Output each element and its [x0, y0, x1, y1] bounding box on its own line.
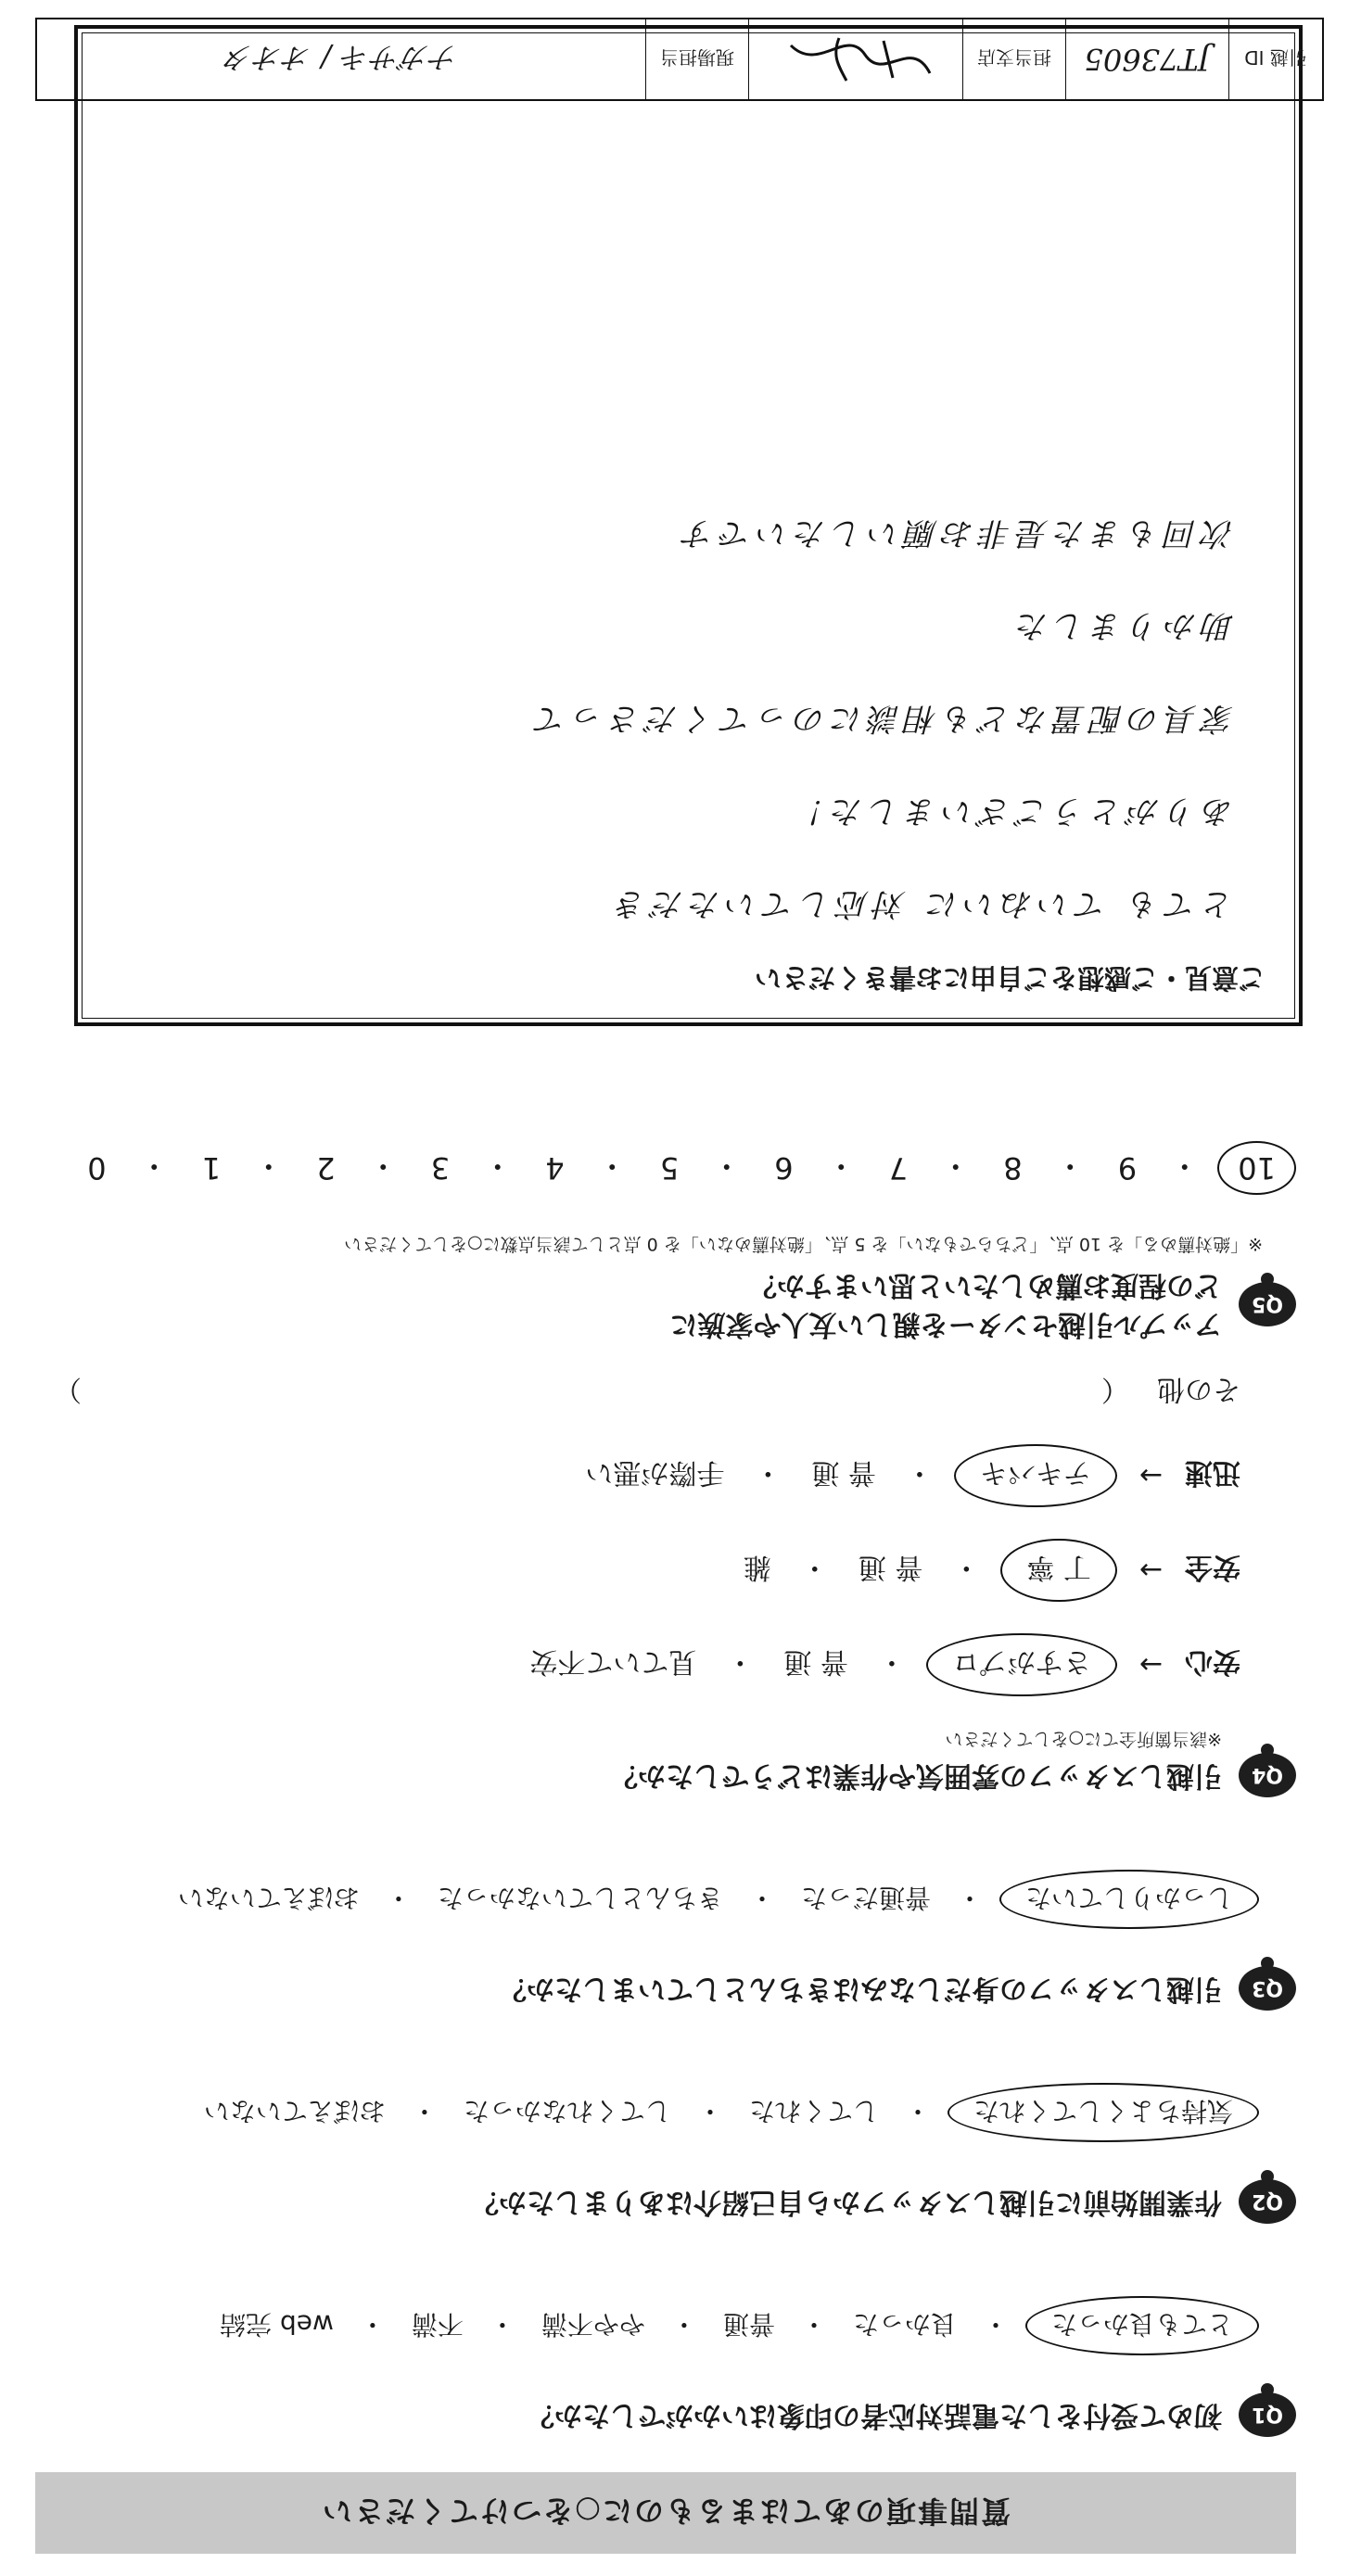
- q4-row-safety: 安全 → 丁 寧 ・ 普 通 ・ 雑: [35, 1539, 1240, 1602]
- q4-option[interactable]: 普 通: [811, 1456, 876, 1489]
- q5-score[interactable]: 4: [545, 1150, 565, 1186]
- q1-option[interactable]: やや不満: [541, 2309, 645, 2340]
- q3-option[interactable]: 普通だった: [800, 1883, 931, 1913]
- q5-score[interactable]: 7: [888, 1150, 909, 1186]
- q2-text: 作業開始前に引越しスタッフから自己紹介はありましたか？: [471, 2186, 1222, 2218]
- q5-score[interactable]: 2: [316, 1150, 336, 1186]
- arrow-right-icon: →: [1138, 1459, 1163, 1492]
- q4-option[interactable]: 見ていて不安: [529, 1645, 697, 1678]
- q4-option[interactable]: 雑: [743, 1551, 771, 1583]
- q1-badge: Q1: [1239, 2392, 1296, 2437]
- q2-option[interactable]: してくれなかった: [463, 2096, 671, 2126]
- comments-box[interactable]: [74, 25, 1303, 1026]
- comment-line: 次回もまた是非お願いしたいです: [678, 514, 1234, 552]
- q4-option-selected[interactable]: テキパキ: [954, 1444, 1117, 1507]
- comment-line: 家具の配置なども相談にのってくださって: [529, 700, 1234, 737]
- branch-label: 担当支店: [962, 19, 1065, 99]
- q3-option[interactable]: おぼえていない: [177, 1883, 360, 1913]
- q4-text: 引越しスタッフの雰囲気や作業はどうでしたか？: [610, 1759, 1222, 1792]
- q5-score[interactable]: 8: [1003, 1150, 1023, 1186]
- question-5: [35, 1233, 1296, 1343]
- q4-other: [35, 1372, 1240, 1413]
- id-label: 引越 ID: [1228, 19, 1322, 99]
- q5-badge: Q5: [1239, 1282, 1296, 1326]
- q3-option-selected[interactable]: しっかりしていた: [999, 1870, 1259, 1929]
- q3-option[interactable]: きちんとしていなかった: [437, 1883, 723, 1913]
- q2-options: 気持ちよくしてくれた ・ してくれた ・ してくれなかった ・ おぼえていない: [35, 2083, 1259, 2142]
- q1-option[interactable]: 不満: [411, 2309, 464, 2340]
- lead-label: 現場担当: [645, 19, 748, 99]
- q4-option[interactable]: 普 通: [858, 1551, 923, 1583]
- q1-option[interactable]: web 完結: [220, 2309, 334, 2340]
- comment-line: とても ていねいに 対応していただき: [609, 885, 1234, 922]
- q4-row-relief: 安心 → さすがプロ ・ 普 通 ・ 見ていて不安: [35, 1633, 1240, 1696]
- q1-options: とても良かった ・ 良かった ・ 普通 ・ やや不満 ・ 不満 ・ web 完結: [35, 2296, 1259, 2355]
- q1-text: 初めて受付をした電話対応者の印象はいかがでしたか？: [527, 2399, 1222, 2431]
- q5-score[interactable]: 9: [1117, 1150, 1138, 1186]
- q1-option[interactable]: 普通: [722, 2309, 775, 2340]
- q4-row-label: 迅速: [1185, 1456, 1240, 1489]
- q4-option-selected[interactable]: 丁 寧: [1000, 1539, 1117, 1602]
- q3-options: しっかりしていた ・ 普通だった ・ きちんとしていなかった ・ おぼえていない: [35, 1870, 1259, 1929]
- handwritten-signature-icon: [763, 27, 948, 92]
- id-value: JT73605: [1065, 19, 1228, 99]
- q5-score-selected[interactable]: 10: [1217, 1141, 1296, 1195]
- comment-line: ありがとうございました！: [789, 793, 1234, 830]
- q5-text-line2: どの程度お薦めしたいと思いますか？: [749, 1269, 1222, 1301]
- arrow-right-icon: →: [1138, 1648, 1163, 1681]
- question-3: [35, 1870, 1296, 2011]
- question-2: [35, 2083, 1296, 2224]
- record-id-bar: [35, 18, 1324, 101]
- q1-option-selected[interactable]: とても良かった: [1025, 2296, 1259, 2355]
- q3-text: 引越しスタッフの身だしなみはきちんとしていましたか？: [499, 1973, 1222, 2005]
- q4-row-label: 安心: [1185, 1645, 1240, 1678]
- comments-title: ご意見・ご感想をご自由にお書きください: [754, 962, 1266, 994]
- q4-other-label: その他: [1157, 1373, 1240, 1405]
- arrow-right-icon: →: [1138, 1554, 1163, 1587]
- q5-score[interactable]: 3: [430, 1150, 451, 1186]
- q1-option[interactable]: 良かった: [852, 2309, 957, 2340]
- q2-option[interactable]: おぼえていない: [203, 2096, 386, 2126]
- q5-note: ※「絶対薦める」を 10 点、「どちらでもない」を 5 点、「絶対薦めない」を 0 点として該当点数に○をしてください: [344, 1234, 1263, 1254]
- q4-row-speed: 迅速 → テキパキ ・ 普 通 ・ 手際が悪い: [35, 1444, 1240, 1507]
- q4-other-field[interactable]: [82, 1372, 1101, 1413]
- lead-value: ナガサキ / オオタ: [223, 40, 459, 75]
- q4-option-selected[interactable]: さすがプロ: [926, 1633, 1117, 1696]
- q5-scale: 10 ・ 9 ・ 8 ・ 7 ・ 6 ・ 5 ・ 4 ・ 3 ・ 2 ・ 1 ・ 0: [72, 1141, 1296, 1195]
- q4-row-label: 安全: [1185, 1551, 1240, 1583]
- q4-option[interactable]: 手際が悪い: [585, 1456, 725, 1489]
- instructions-header: 質問事項のあてはまるものに○をつけてください: [35, 2472, 1296, 2554]
- branch-signature: [748, 19, 962, 99]
- q2-option-selected[interactable]: 気持ちよくしてくれた: [948, 2083, 1259, 2142]
- q4-badge: Q4: [1239, 1753, 1296, 1797]
- q5-score[interactable]: 6: [774, 1150, 794, 1186]
- q4-option[interactable]: 普 通: [783, 1645, 848, 1678]
- q5-score[interactable]: 5: [659, 1150, 680, 1186]
- q5-score[interactable]: 1: [201, 1150, 222, 1186]
- question-4: [35, 1372, 1296, 1797]
- q5-text-line1: アップル引越センターを親しい友人や家族に: [669, 1308, 1222, 1340]
- q2-option[interactable]: してくれた: [748, 2096, 879, 2126]
- question-1: [35, 2296, 1296, 2437]
- q4-other-close: ）: [54, 1373, 82, 1405]
- q4-other-open: （: [1101, 1373, 1129, 1405]
- q5-score[interactable]: 0: [87, 1150, 107, 1186]
- comment-line: 助かりました: [1011, 607, 1234, 644]
- q3-badge: Q3: [1239, 1966, 1296, 2011]
- q2-badge: Q2: [1239, 2179, 1296, 2224]
- q4-note: ※該当箇所全てに○をしてください: [945, 1729, 1222, 1749]
